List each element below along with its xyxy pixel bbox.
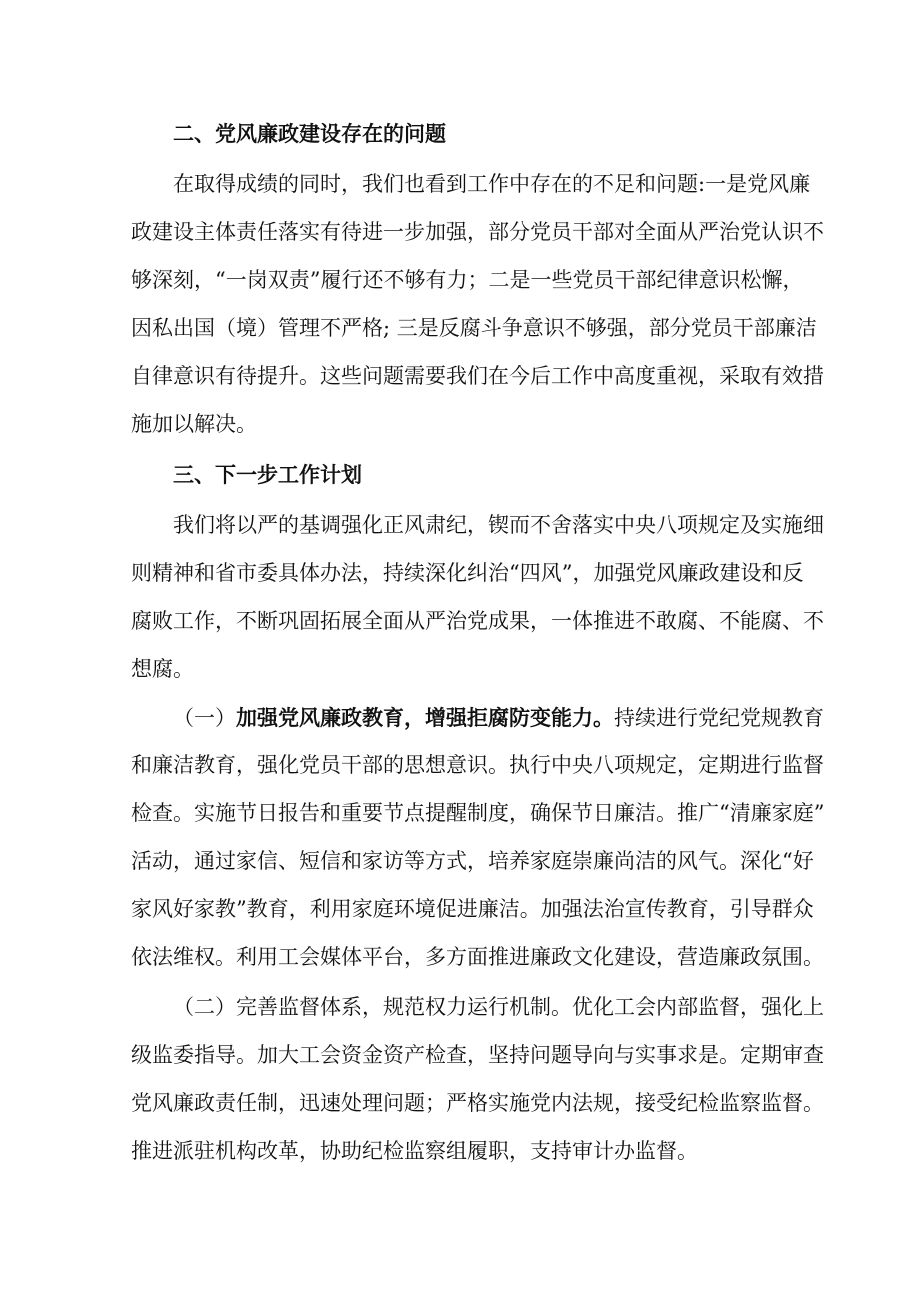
paragraph-line: 自律意识有待提升。这些问题需要我们在今后工作中高度重视，采取有效措 [131,364,824,388]
paragraph-line: 腐败工作，不断巩固拓展全面从严治党成果，一体推进不敢腐、不能腐、不 [131,609,824,633]
item1-first-line [173,705,824,731]
paragraph-line: 家风好家教”教育，利用家庭环境促进廉洁。加强法治宣传教育，引导群众 [131,897,814,921]
paragraph-line: 推进派驻机构改革，协助纪检监察组履职，支持审计办监督。 [131,1139,698,1163]
paragraph-line: 想腐。 [131,657,194,681]
item2-first-line: （二）完善监督体系，规范权力运行机制。优化工会内部监督，强化上 [173,995,824,1019]
section-heading-next-plan: 三、下一步工作计划 [173,462,362,487]
paragraph-line: 则精神和省市委具体办法，持续深化纠治“四风”，加强党风廉政建设和反 [131,561,804,585]
paragraph-line: 依法维权。利用工会媒体平台，多方面推进廉政文化建设，营造廉政氛围。 [131,945,824,969]
paragraph-line: 活动，通过家信、短信和家访等方式，培养家庭崇廉尚洁的风气。深化“好 [131,849,814,873]
paragraph-line: 政建设主体责任落实有待进一步加强，部分党员干部对全面从严治党认识不 [131,220,824,244]
paragraph-line: 因私出国（境）管理不严格; 三是反腐斗争意识不够强，部分党员干部廉洁 [131,316,817,340]
item1-first-rest: 持续进行党纪党规教育 [614,706,824,730]
item1-prefix: （一） [173,706,236,730]
paragraph-line: 施加以解决。 [131,412,257,436]
paragraph-line: 级监委指导。加大工会资金资产检查，坚持问题导向与实事求是。定期审查 [131,1043,824,1067]
paragraph-line: 检查。实施节日报告和重要节点提醒制度，确保节日廉洁。推广“清廉家庭” [131,801,825,825]
paragraph-line: 党风廉政责任制，迅速处理问题；严格实施党内法规，接受纪检监察监督。 [131,1091,824,1115]
paragraph-line: 在取得成绩的同时，我们也看到工作中存在的不足和问题:一是党风廉 [173,172,811,196]
paragraph-line: 够深刻，“一岗双责”履行还不够有力；二是一些党员干部纪律意识松懈， [131,268,804,292]
paragraph-line: 和廉洁教育，强化党员干部的思想意识。执行中央八项规定，定期进行监督 [131,753,824,777]
paragraph-line: 我们将以严的基调强化正风肃纪，锲而不舍落实中央八项规定及实施细 [173,513,824,537]
item1-bold-title: 加强党风廉政教育，增强拒腐防变能力。 [236,705,614,730]
section-heading-problems: 二、党风廉政建设存在的问题 [173,121,446,146]
